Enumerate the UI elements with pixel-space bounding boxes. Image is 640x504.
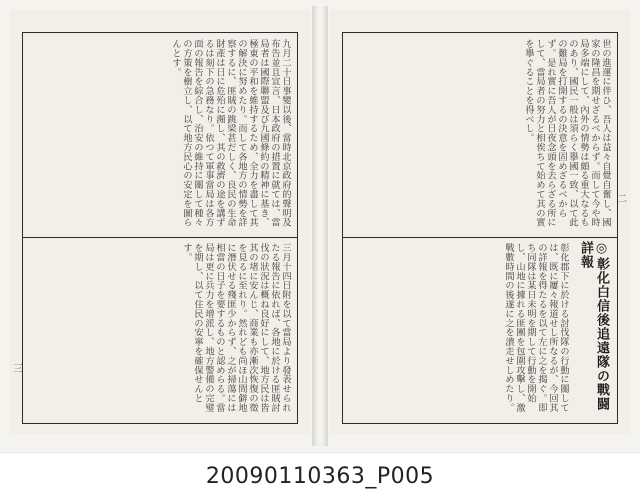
right-page-divider xyxy=(343,237,617,238)
left-page-number: 三 xyxy=(13,364,23,375)
left-page xyxy=(10,10,310,434)
right-page-top-article: 世の進運に伴ひ、吾人は益々自覺自奮し、國家の隆昌を期せざるべからず。而して今や時局多端にして、內外の情勢は頗る重大なるものあり、國民一般は須らく擧國一致、以て此の難局を打開するの決意を固めざるべからず。是れ實に吾人が日夜念頭を去らざる所にして、當局者の努力と相俟ちて始めて其の實を擧ぐることを得べし。 xyxy=(523,39,611,227)
right-page xyxy=(330,10,630,434)
right-page-bottom-article: 彰化郡下に於ける討伐隊の行動に關しては、既に屢々報道せし所なるが、今回其の詳報を得たるを以て左に之を揭ぐ。即ち同隊は某日未明を期して行動を開始し、山地に據れる匪團を包圍攻擊し、激戰數時間の後遂に之を潰走せしめたり。 xyxy=(503,243,569,413)
book-gutter xyxy=(312,6,328,446)
right-page-number: 二 xyxy=(617,194,627,205)
article-headline: ◎彰化白信後追遠隊の戰闘詳報 xyxy=(578,241,609,411)
image-id-caption: 20090110363_P005 xyxy=(205,464,435,489)
left-page-frame xyxy=(22,32,298,424)
right-page-frame xyxy=(342,32,618,424)
left-page-bottom-article: 三月十四日附を以て當局より發表せられたる報告に依れば、各地に於ける匪賊討伐の狀況は概ね良好にして、地方民は皆其の堵に安んじ、商業も亦漸次恢復の徵を見るに至れり。然れども尚ほ山間僻地に潛伏せる殘匪少からず、之が掃蕩には相當の日子を要するものと認めらる。當局は更に兵力を增派し、地方警備の完璧を期し、以て住民の安寧を確保せんとす。 xyxy=(181,243,291,413)
left-page-top-article: 九月二十日事變以後、當時北京政府的聲明及布告並且宣言、日本政府の措置に就ては、當局者は國際聯盟及び九國條約の精神に基き、極東の平和を維持するため、全力を盡して其の解決に努めたり。而して各地方の情勢を詳察するに、匪賊の跳梁甚だしく、良民の生命財產は日に危殆に瀕し、其の救濟の途を講ずるは刻下の急務なり。依つて軍事當局は各方面の報告を綜合し、治安の維持に關して種々の方策を樹立し、以て地方民心の安定を圖らんとす。 xyxy=(170,39,291,227)
left-page-divider xyxy=(23,237,297,238)
